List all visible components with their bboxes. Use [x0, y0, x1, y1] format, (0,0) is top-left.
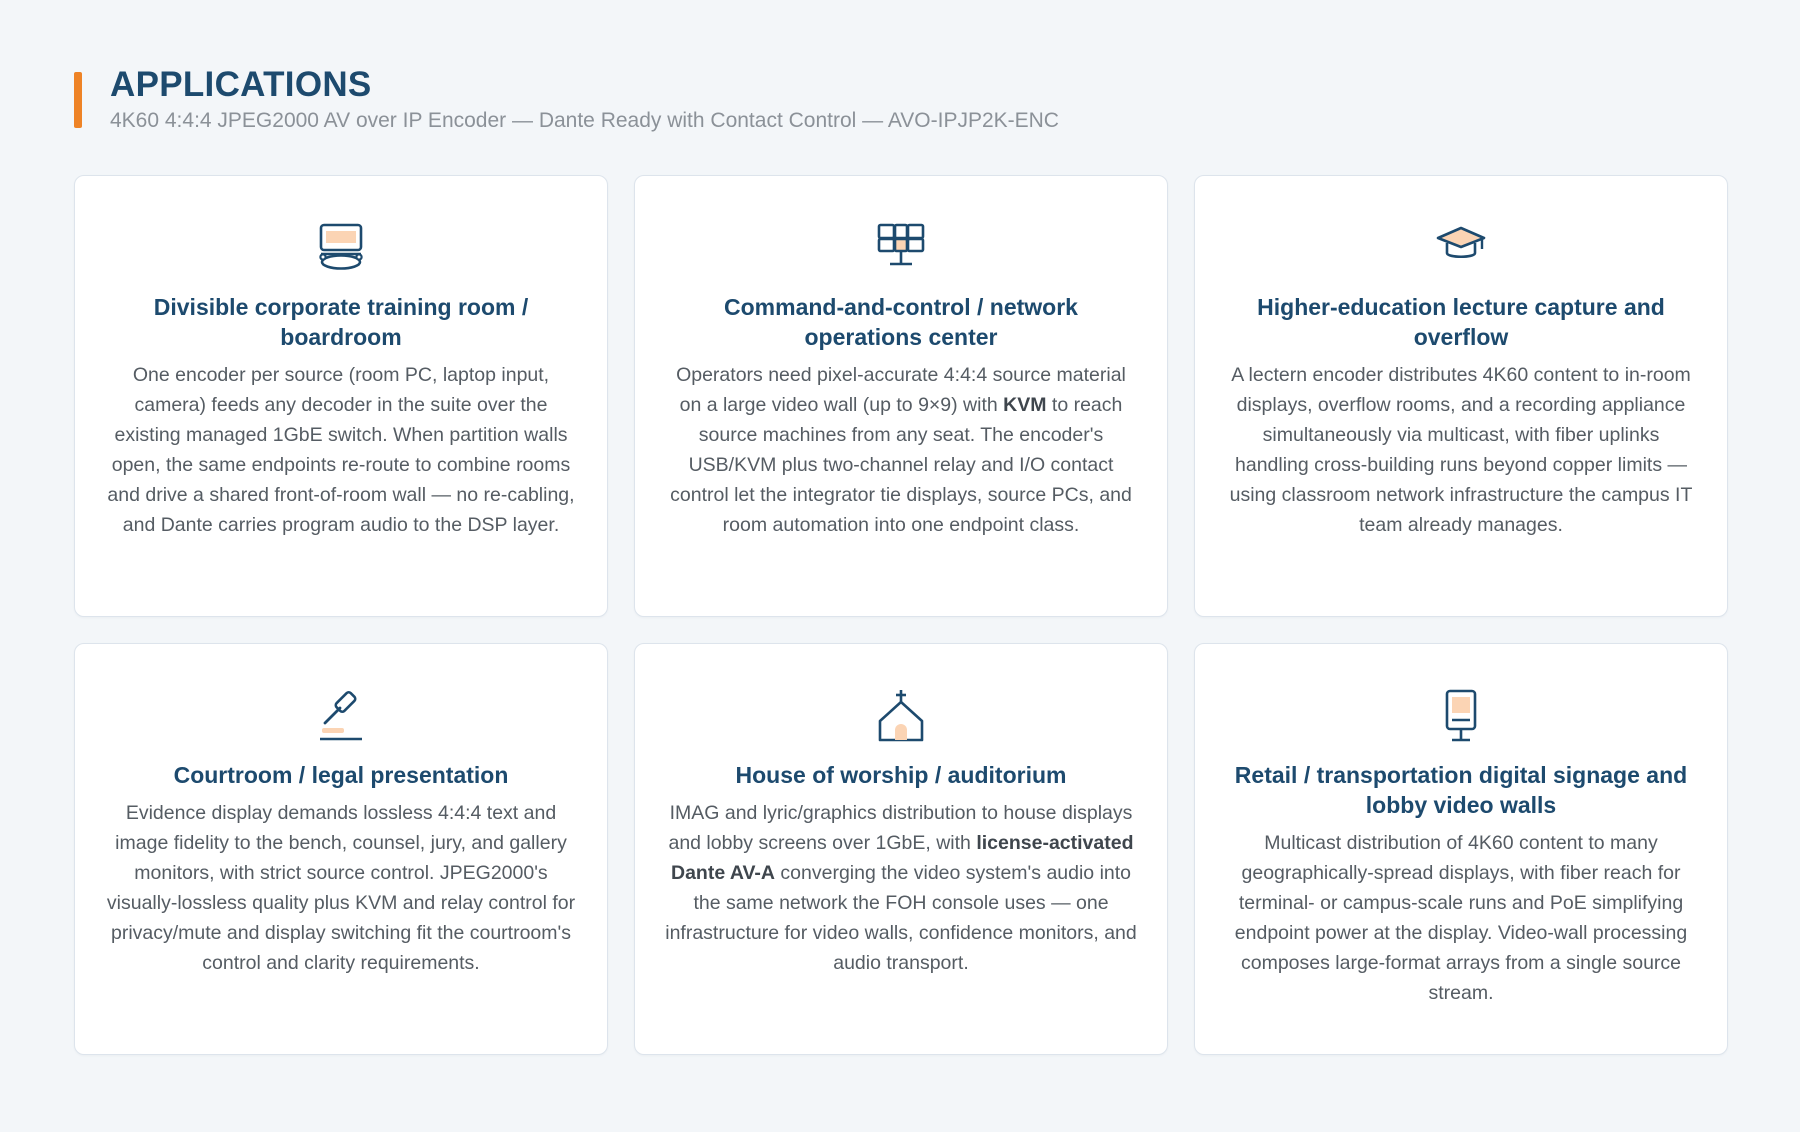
chapel-icon	[873, 688, 929, 744]
card-title: Command-and-control / network operations center	[724, 294, 1078, 350]
video-wall-icon	[873, 220, 929, 276]
section-header	[74, 0, 1726, 132]
applications-grid	[74, 175, 1726, 1055]
application-card	[1194, 175, 1728, 617]
gavel-icon	[313, 688, 369, 744]
card-description: A lectern encoder distributes 4K60 content to in-room displays, overflow rooms, and a recording appliance simultaneously via multicast, with fiber uplinks handling cross-building runs beyond copper limits — using classroom network infrastructure the campus IT team already manages.	[1229, 364, 1693, 536]
card-description: Operators need pixel-accurate 4:4:4 source material on a large video wall (up to 9×9) with KVM to reach source machines from any seat. The encoder's USB/KVM plus two-channel relay and I/O contact control let the integrator tie displays, source PCs, and room automation into one endpoint class.	[670, 364, 1132, 536]
card-description: IMAG and lyric/graphics distribution to house displays and lobby screens over 1GbE, with license-activated Dante AV-A converging the video system's audio into the same network the FOH console uses — one infrastructure for video walls, confidence monitors, and audio transport.	[665, 802, 1137, 974]
page-subtitle: 4K60 4:4:4 JPEG2000 AV over IP Encoder — Dante Ready with Contact Control — AVO-IPJP2K-ENC	[110, 109, 1059, 132]
accent-bar	[74, 72, 82, 128]
card-title: House of worship / auditorium	[735, 762, 1067, 788]
application-card	[74, 643, 608, 1055]
graduation-cap-icon	[1433, 220, 1489, 276]
card-description: One encoder per source (room PC, laptop input, camera) feeds any decoder in the suite over the existing managed 1GbE switch. When partition walls open, the same endpoints re-route to combine rooms and drive a shared front-of-room wall — no re-cabling, and Dante carries program audio to the DSP layer.	[107, 364, 575, 536]
conference-display-icon	[313, 220, 369, 276]
card-description: Multicast distribution of 4K60 content to many geographically-spread displays, with fiber reach for terminal- or campus-scale runs and PoE simplifying endpoint power at the display. Video-wall processing composes large-format arrays from a single source stream.	[1234, 832, 1688, 1004]
application-card	[634, 643, 1168, 1055]
page-title: APPLICATIONS	[110, 65, 372, 104]
application-card	[634, 175, 1168, 617]
application-card	[1194, 643, 1728, 1055]
card-description: Evidence display demands lossless 4:4:4 text and image fidelity to the bench, counsel, jury, and gallery monitors, with strict source control. JPEG2000's visually-lossless quality plus KVM and relay control for privacy/mute and display switching fit the courtroom's control and clarity requirements.	[106, 802, 576, 974]
card-title: Retail / transportation digital signage and lobby video walls	[1234, 762, 1688, 818]
signage-kiosk-icon	[1433, 688, 1489, 744]
application-card	[74, 175, 608, 617]
card-title: Divisible corporate training room / boardroom	[153, 294, 529, 350]
card-title: Higher-education lecture capture and overflow	[1257, 294, 1665, 350]
card-title: Courtroom / legal presentation	[173, 762, 509, 788]
